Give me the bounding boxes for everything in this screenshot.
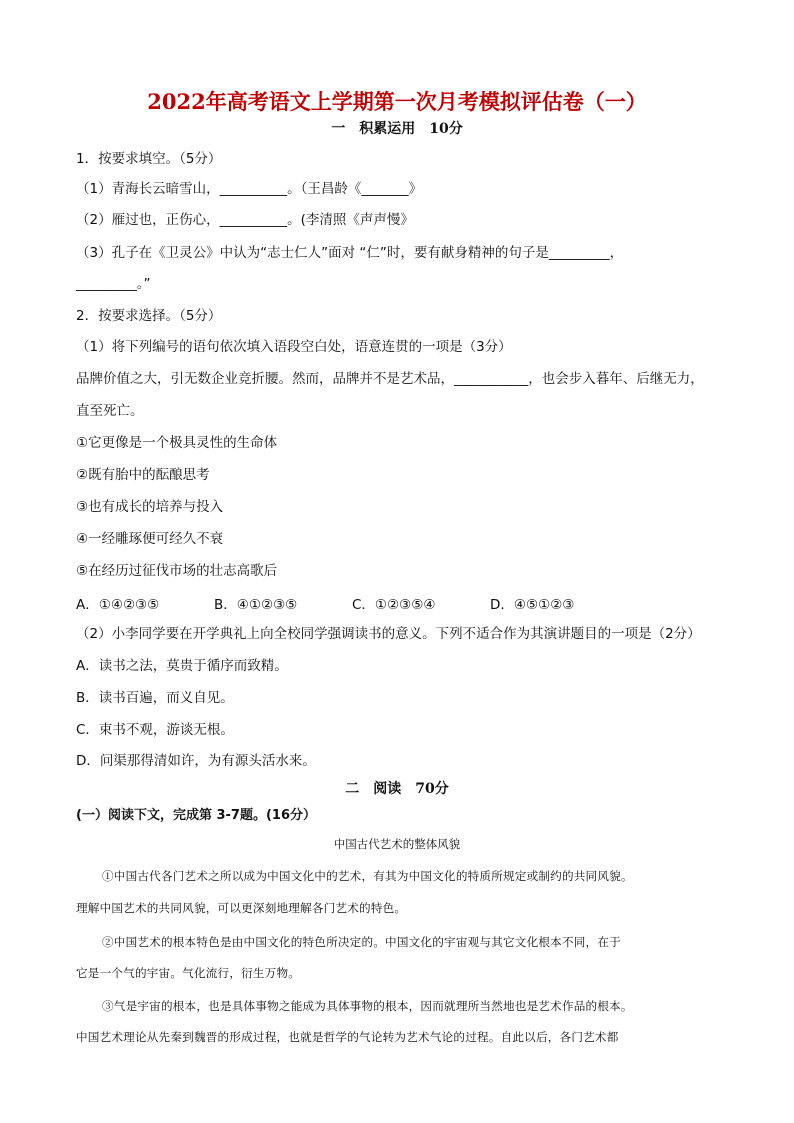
q2-item: ②既有胎中的酝酿思考: [76, 467, 210, 483]
q1-line-3a: （3）孔子在《卫灵公》中认为“志士仁人”面对 “仁”时，要有献身精神的句子是_________，: [76, 245, 624, 261]
option-d: D．④⑤①②③: [490, 597, 575, 613]
q2-item: ①它更像是一个极具灵性的生命体: [76, 435, 278, 451]
option-c: C．①②③⑤④: [352, 597, 436, 613]
q2-sub2: （2）小李同学要在开学典礼上向全校同学强调读书的意义。下列不适合作为其演讲题目的一项是（2分）: [76, 626, 701, 642]
q2-choice: D．问渠那得清如许，为有源头活水来。: [76, 753, 316, 769]
article-paragraph-1: ①中国古代各门艺术之所以成为中国文化中的艺术，有其为中国文化的特质所规定或制约的共同风貌。: [102, 869, 633, 883]
article-paragraph-2: ②中国艺术的根本特色是由中国文化的特色所决定的。中国文化的宇宙观与其它文化根本不同，在于: [102, 935, 621, 949]
q2-passage-a: 品牌价值之大，引无数企业竞折腰。然而，品牌并不是艺术品，___________，也会步入暮年、后继无力，: [76, 371, 704, 387]
reading-heading: (一）阅读下文，完成第 3-7题。(16分）: [76, 808, 316, 823]
section-2-heading: 二 阅读 70分: [345, 781, 449, 797]
q2-sub1: （1）将下列编号的语句依次填入语段空白处，语意连贯的一项是（3分）: [76, 339, 512, 355]
q1-line-1: （1）青海长云暗雪山，__________。（王昌龄《_______》: [76, 181, 423, 197]
q2-choice: C．束书不观，游谈无根。: [76, 722, 234, 738]
q1-heading: 1．按要求填空。（5分）: [76, 151, 222, 167]
q2-choice: A．读书之法，莫贵于循序而致精。: [76, 658, 288, 674]
q2-heading: 2．按要求选择。（5分）: [76, 308, 222, 324]
q2-passage-b: 直至死亡。: [76, 403, 144, 419]
q2-item: ⑤在经历过征伐市场的壮志高歌后: [76, 563, 278, 579]
option-b: B．④①②③⑤: [214, 597, 298, 613]
article-paragraph-3-cont: 中国艺术理论从先秦到魏晋的形成过程，也就是哲学的气论转为艺术气论的过程。自此以后，各门艺术都: [76, 1030, 619, 1044]
article-paragraph-3: ③气是宇宙的根本，也是具体事物之能成为具体事物的根本，因而就理所当然地也是艺术作品的根本。: [102, 999, 633, 1013]
q2-item: ③也有成长的培养与投入: [76, 499, 224, 515]
q1-line-2: （2）雁过也，正伤心，__________。(李清照《声声慢》: [76, 212, 414, 228]
option-a: A．①④②③⑤: [76, 597, 160, 613]
exam-title: 2022年高考语文上学期第一次月考模拟评估卷（一）: [147, 89, 647, 114]
q1-line-3b: _________。”: [76, 276, 151, 292]
article-paragraph-1-cont: 理解中国艺术的共同风貌，可以更深刻地理解各门艺术的特色。: [76, 901, 407, 915]
article-title: 中国古代艺术的整体风貌: [333, 837, 461, 851]
q2-item: ④一经雕琢便可经久不衰: [76, 531, 224, 547]
section-1-heading: 一 积累运用 10分: [331, 121, 463, 137]
q2-options: [76, 593, 574, 613]
article-paragraph-2-cont: 它是一个气的宇宙。气化流行，衍生万物。: [76, 966, 301, 980]
q2-choice: B．读书百遍，而义自见。: [76, 690, 234, 706]
